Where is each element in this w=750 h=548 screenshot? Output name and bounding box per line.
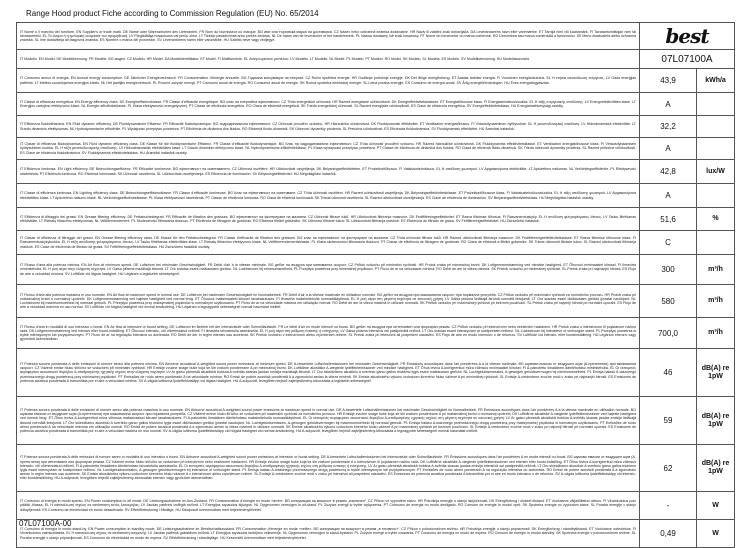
row-unit: W bbox=[697, 520, 735, 548]
row-value: 300 bbox=[640, 255, 697, 285]
table-row bbox=[17, 445, 735, 492]
row-description: IT Classe di efficienza fluidodinamica. EN Fluid dynamic efficiency class. DE Klasse für die fluiddynamische Effizienz. FR Classe d'efficacité fluidodynamique. BG Клас на хидродинамична ефективност. CZ Třída účinnosti proudění vzduchu. HR Razred hidrauličke učinkovitosti. DK Fluiddynamisk effektivitetsklasse. ET Ventilaatori energiatõhususe klass. FI Virtausdynaamisen hyötysuhteen luokka. EL Η τάξη ρευστοδυναμικής απόδοσης. LV Hidrodinamiskās efektivitātes klase. LT Srauto dinaminio efektyvumo klasė. NL Hydrodynamische-efficiëntieklasse. PL Klasa wydajności przepływu powietrza. PT Classe de eficiência de dinâmica dos fluidos. RO Clasa de eficiență fluido-dinamică. SK Trieda účinnosti dynamiky prúdenia. SL Razred pretočne učinkovitosti. ES Clase de eficiencia fluidodinámica. SV Fluiddynamisk effektivitetsklass. HU Áramlási hatásfok osztály. bbox=[17, 138, 640, 160]
document-code: 07L07100A-00 bbox=[19, 519, 72, 528]
row-description: IT Efficienza luminosa. EN Light efficiency. DE Beleuchtungseffizienz. FR Efficacité lumineuse. BG ефективност на осветяването. CZ Účinnost osvětlení. HR Učinkovitost osvjetljenja. DK Belysningseffektiviteten. ET Prožektoritõhusus. FI Valaistustehokkuus. EL Η απόδοση φωτισμού. LV Apgaismojuma efektivitāte. LT Apšvietimo našumas. NL Verlichtingsefficiëntie. PL Efektywność oświetlenia. PT Eficiência luminosa. RO Eficiență luminoasă. SK Účinnosť osvetlenia. SL Učinkovitost osvetljevanja. ES Eficiencia de iluminación. SV Belysningseffektivitet. HU Megvilágítási hatásfok. bbox=[17, 160, 640, 184]
row-value: 700,0 bbox=[640, 318, 697, 349]
row-description: IT Consumo di energia in modo spento. EN Power consumption in off mode. DE Leistungsaufnahme im Aus-Zustand. FR Consommation d'énergie en mode «arrêt». BG консумация на мощност в режим „изключен“. CZ Příkon ve vypnutém stavu. HR Potrošnja energije u stanju isključenosti. DK Energiforbrug i slukket tilstand. ET Voolutarve väljalülitatud olekus. FI Virrankulutus pois päältä -tilassa. EL Η κατανάλωση ισχύος σε κατάσταση εκτός λειτουργίας. LV Jaudas patēriņš izslēgtā režīmā. LT Energijos sąnaudos išjungus. NL Opgenomen vermogen in uit-stand. PL Zużycie energii w trybie wyłączenia. PT Consumo de energia no modo desligado. RO Consum de energie în modul oprit. SK Spotreba energie vo vypnutom stave. SL Poraba energije v stanju izklopljenosti. ES Consumo de electricidad en modo desactivado. SV Effektförbrukning i frånläge. HU Kikapcsolt üzemmódban mért teljesítményfelvétel. bbox=[17, 492, 640, 520]
table-row bbox=[17, 520, 735, 548]
brand-logo: best bbox=[665, 24, 709, 48]
row-value: 46 bbox=[640, 349, 697, 397]
row-unit: W bbox=[697, 492, 735, 520]
row-unit: kWh/a bbox=[697, 69, 735, 93]
row-description: IT Nome o il marchio del fornitore. EN Supplier's or trade mark. DE Name oder Warenzeichen des Lieferanten. FR Nom du fournisseur ou marque. BG име или търговска марка на доставчика. CZ Název nebo ochranná známka dodavatele. HR Naziv ili zaštitni znak dobavljača. DA Leverandørens navn eller varemærke. ET Tarnija nimi või kaubamärk. FI Tavarantoimittajan nimi tai tavaramerkki. EL Το όνομα ή η εμπορική ονομασία του προμηθευτή. LV Piegādātāja nosaukums vai preču zīme. LT Tiekėjo pavadinimas arba prekės ženklas. NL De naam van de leverancier of het handelsmerk. PL Nazwa dostawcy lub znak towarowy. PT Nome do fornecedor ou marca comercial. RO Denumirea sau marca comercială a furnizorului. SK Meno dodávateľa alebo ochranná známka. SL Ime dobavitelja ali blagovna znamka. ES Nombre o marca del proveedor. SV Leverantörens namn eller varumärke. HU Szállító neve vagy védjegye. bbox=[17, 23, 640, 50]
row-unit: lux/W bbox=[697, 160, 735, 184]
row-description: IT Modello. EN Model. DE Modellkennung. FR Modèle. BG модел. CZ Modelu. HR Model. DA Modelidentifikator. ET Mudel. FI Mallitunniste. EL Αναγνωριστικό μοντέλου. LV Modelis. LT Modelis. NL Model. PL Modelu. PT Modelo. RO Model. SK Modelu. SL Modela. ES Modelo. SV Modellbeteckning. HU Modellazonosító. bbox=[17, 50, 640, 69]
row-value: 42,8 bbox=[640, 160, 697, 184]
row-value: A bbox=[640, 93, 697, 116]
row-value: 0,49 bbox=[640, 520, 697, 548]
table-row bbox=[17, 138, 735, 160]
row-unit: dB(A) re 1pW bbox=[697, 445, 735, 492]
row-value: A bbox=[640, 138, 697, 160]
table-row bbox=[17, 184, 735, 208]
row-description: IT Flusso d'aria alla potenza minima. EN Air flow at minimum speed. DE Luftstrom bei minimaler Geschwindigkeit. FR Débit d'air à la vitesse minimale. BG дебит на въздуха при минимална скорост. CZ Průtok vzduchu při minimální rychlosti. HR Protok zraka pri minimalnoj brzini. DK Luftgennemstrømning ved mindste hastighed. ET Õhuvool minimaalsel kiirusel. FI Ilmavirta minimiteholla. EL Η ροή αέρα στην ελάχιστη ταχύτητα. LV Gaisa plūsma mazākajā ātrumā. LT Oro srautas esant mažiausiam greičiui. NL Luchtstroom bij minimumsnelheid. PL Przepływ powietrza przy minimalnej prędkości. PT Fluxo de ar na velocidade mínima. RO Debit de aer la viteza minimă. SK Prietok vzduchu pri minimálnej rýchlosti. SL Pretok zraka pri najmanjši hitrosti. ES Flujo de aire a velocidad mínima. SV Luftflöde vid lägsta hastighet. HU Légáram a legkisebb sebességnél. bbox=[17, 255, 640, 285]
brand-logo-cell bbox=[640, 23, 735, 50]
row-value: 580 bbox=[640, 285, 697, 318]
row-unit bbox=[697, 231, 735, 255]
table-row bbox=[17, 23, 735, 50]
row-value: 43,9 bbox=[640, 69, 697, 93]
row-description: IT Efficienza fluidodinamica. EN Fluid dynamic efficiency. DE Fluiddynamische Effizienz. FR Efficacité fluidodynamique. BG хидродинамична ефективност. CZ Účinnost proudění vzduchu. HR Hidraulička učinkovitost. DK Fluiddynamisk effektivitet. ET Ventilaatori energiatõhusus. FI Virtausdynaaminen hyötysuhde. EL Η ρευστοδυναμική απόδοση. LV Hidrodinamiskā efektivitāte. LT Srauto dinaminis efektyvumas. NL Hydrodynamische efficiëntie. PL Wydajność przepływu powietrza. PT Eficiência de dinâmica dos fluidos. RO Eficiență fluido-dinamică. SK Účinnosť dynamiky prúdenia. SL Pretočna učinkovitost. ES Eficiencia fluidodinámica. SV Fluiddynamisk effektivitet. HU Áramlási hatásfok. bbox=[17, 116, 640, 138]
row-unit bbox=[697, 93, 735, 116]
row-description: IT Classe di efficienza luminosa. EN Lighting efficiency class. DE Beleuchtungseffizienzklasse. FR Classe d'efficacité lumineuse. BG Клас на ефективност на осветяване. CZ Třída účinnosti osvětlení. HR Razred učinkovitosti osvjetljenja. DK Belysningseffektivitetsklasse. ET Prožektoritõhususe klass. FI Valaistustehokkuusluokka. EL Η τάξη απόδοσης φωτισμού. LV Apgaismojuma efektivitātes klase. LT Apšvietimo našumo klasė. NL Verlichtingsefficiëntieklasse. PL Klasa efektywności oświetlenia. PT Classe de eficiência luminosa. RO Clasa de eficiență luminoasă. SK Trieda účinnosti osvetlenia. SL Razred učinkovitosti osvetljevanja. ES Clase de eficiencia de iluminación. SV Belysningseffektivitetsklass. HU Megvilágítási hatásfok osztály. bbox=[17, 184, 640, 208]
row-description: IT Flusso d'aria alla potenza massima in uso normale. EN Air flow at maximum speed in normal use. DE Luftstrom bei maximaler Geschwindigkeit im Normalbetrieb. FR Débit d'air à la vitesse maximale en utilisation normale. BG дебит на въздуха при максимална скорост при нормална употреба. CZ Průtok vzduchu při maximální rychlosti za normálního provozu. HR Protok zraka pri maksimalnoj brzini u normalnoj upotrebi. DK Luftgennemstrømning ved højeste hastighed ved normal brug. ET Õhuvool maksimaalsel kiirusel tavakasutuses. FI Ilmavirta maksimiteholla normaalikäytössä. EL Η ροή αέρα στη μέγιστη ταχύτητα σε κανονική χρήση. LV Gaisa plūsma lielākajā ātrumā normālā lietojumā. LT Oro srautas esant didžiausiam greičiui įprastai naudojant. NL Luchtstroom bij maximumsnelheid bij normaal gebruik. PL Przepływ powietrza przy maksymalnej prędkości w normalnym użytkowaniu. PT Fluxo de ar na velocidade máxima em utilização normal. RO Debit de aer la viteza maximă în utilizare normală. SK Prietok vzduchu pri maximálnej rýchlosti pri bežnom používaní. SL Pretok zraka pri največji hitrosti pri normalni uporabi. ES Flujo de aire a velocidad máxima en uso normal. SV Luftflöde vid högsta hastighet vid normal användning. HU Légáram a legnagyobb sebességnél normál használat mellett. bbox=[17, 285, 640, 318]
row-value: A bbox=[640, 184, 697, 208]
row-value: C bbox=[640, 231, 697, 255]
row-unit: dB(A) re 1pW bbox=[697, 349, 735, 397]
page-title: Range Hood product Fiche according to Commission Regulation (EU) No. 65/2014 bbox=[26, 9, 319, 18]
row-description: IT Potenza sonora ponderata A delle emissioni di rumore aereo alla potenza massima in uso normale. EN Airborne acoustical A-weighted sound power emissions at maximum speed in normal use. DE A-bewertete Luftschallemissionen bei maximaler Geschwindigkeit im Normalbetrieb. FR Émissions acoustiques dans l'air pondérées A à la vitesse maximale en utilisation normale. BG шумови емисии от въздушен шум (А-претеглени) при максимална скорост при нормална употреба. CZ Vážené emise hluku šířícího se vzduchem při maximální rychlosti za normálního provozu. HR Emisije zvučne snage buke koja se širi zrakom ponderirane A pri maksimalnoj brzini u normalnoj upotrebi. DK Luftbårne akustiske A-vægtede lydeffektemissioner ved højeste hastighed ved normal brug. ET Õhus leviva A-korrigeeritud müra võimsus maksimaalsel kiirusel tavakasutuses. FI A-painotettu ilmaäänen äänitehotaso maksimiteholla normaalikäytössä. EL Οι εκπομπές αερόφερτου ακουστικού θορύβου Α-σταθμισμένης ηχητικής ισχύος στη μέγιστη ταχύτητα σε κανονική χρήση. LV Ar gaisu pārnestā akustiskā trokšņa A-svērtās skaņas jaudas emisija lielākajā ātrumā normālā lietojumā. LT Oro skleidžiamo akustinio A svertinio garso galios triukšmo lygis esant didžiausiam greičiui įprastai naudojant. NL Luchtgeluidsemissies, A-gewogen geluidsvermogen bij maximumsnelheid bij normaal gebruik. PL Emisja hałasu A-ważonego przenoszonego drogą powietrzną przy maksymalnej prędkości w normalnym użytkowaniu. PT Emissões de ruído aéreo ponderado A na velocidade máxima em utilização normal. RO Emisii de putere acustică ponderată A a zgomotului aerian la viteza maximă în utilizare normală. SK Emisie akustického výkonu vzduchom šíreného hluku vážené A pri maximálnej rýchlosti pri bežnom používaní. SL Emisije A-vrednotene zvočne moči v zraku pri največji hitrosti pri normalni uporabi. ES Emisiones de potencia acústica ponderada A transmitida por el aire a velocidad máxima en uso normal. SV A-vägda luftburna ljudeffektutsläpp vid högsta hastighet vid normal användning. HU A-súlyozott, levegőben terjedő zajteljesítmény-kibocsátás a legnagyobb sebességnél normál használat mellett. bbox=[17, 397, 640, 445]
row-unit bbox=[697, 116, 735, 138]
table-row bbox=[17, 285, 735, 318]
row-unit: m³/h bbox=[697, 318, 735, 349]
row-value: - bbox=[640, 492, 697, 520]
product-fiche-table bbox=[16, 22, 735, 548]
table-row bbox=[17, 349, 735, 397]
row-unit: % bbox=[697, 208, 735, 231]
row-description: IT Potenza sonora ponderata A delle emissioni di rumore aereo alla potenza minima. EN Airborne acoustical A-weighted sound power emissions at minimum speed. DE A-bewertete Luftschallemissionen bei minimaler Geschwindigkeit. FR Émissions acoustiques dans l'air pondérées A à la vitesse minimale. BG шумови емисии от въздушен шум (А-претеглени) при минимална скорост. CZ Vážené emise hluku šířícího se vzduchem při minimální rychlosti. HR Emisije zvučne snage buke koja se širi zrakom ponderirane A pri minimalnoj brzini. DK Luftbårne akustiske A-vægtede lydeffektemissioner ved mindste hastighed. ET Õhus leviva A-korrigeeritud müra võimsus minimaalsel kiirusel. FI A-painotettu ilmaäänen äänitehotaso minimiteholla. EL Οι εκπομπές αερόφερτου ακουστικού θορύβου Α-σταθμισμένης ηχητικής ισχύος στην ελάχιστη ταχύτητα. LV Ar gaisu pārnestā akustiskā trokšņa A-svērtās skaņas jaudas emisija mazākajā ātrumā. LT Oro skleidžiamo akustinio A svertinio garso galios triukšmo lygis esant mažiausiam greičiui. NL Luchtgeluidsemissies, A-gewogen geluidsvermogen bij minimumsnelheid. PL Emisja hałasu A-ważonego przenoszonego drogą powietrzną przy minimalnej prędkości. PT Emissões de ruído aéreo ponderado A na velocidade mínima. RO Emisii de putere acustică ponderată A a zgomotului aerian la viteza minimă. SK Emisie akustického výkonu vzduchom šíreného hluku vážené A pri minimálnej rýchlosti. SL Emisije A-vrednotene zvočne moči v zraku pri najmanjši hitrosti. ES Emisiones de potencia acústica ponderada A transmitida por el aire a velocidad mínima. SV A-vägda luftburna ljudeffektutsläpp vid lägsta hastighet. HU A-súlyozott, levegőben terjedő zajteljesítmény-kibocsátás a legkisebb sebességnél. bbox=[17, 349, 640, 397]
table-row bbox=[17, 93, 735, 116]
row-unit bbox=[697, 138, 735, 160]
table-row bbox=[17, 69, 735, 93]
row-description: IT Classe di efficienza energetica. EN Energy efficiency class. DE Energieeffizienzklasse. FR Classe d'efficacité énergétique. BG клас на енергийна ефективност. CZ Třída energetické účinnosti. HR Razred energetske učinkovitosti. DK Energieffektivitetsklassen. ET Energiatõhususe klass. FI Energiatehokkuusluokka. EL Η τάξη ενεργειακής απόδοσης. LV Energoefektivitātes klase. LT Energijos vartojimo efektyvumo klasė. NL Energie-efficiëntieklasse. PL Klasa efektywności energetycznej. PT Classe de eficiência energética. RO Clasa de eficiență energetică. SK Trieda energetickej účinnosti. SL Razred energijske učinkovitosti. ES Clase de eficiencia energética. SV Energieffektivitetsklass. HU Energiahatékonysági osztály. bbox=[17, 93, 640, 116]
table-row bbox=[17, 160, 735, 184]
table-row bbox=[17, 231, 735, 255]
table-row bbox=[17, 397, 735, 445]
row-unit bbox=[697, 184, 735, 208]
row-description: IT Flusso d'aria in modalità di uso intensivo o boost. EN Air flow at intensive or boost setting. DE Luftstrom im Betrieb mit der Intensivstufe oder Schnelllaufstufe. FR Le débit d'air en mode intensif ou boost. BG дебит на въздуха при интензивен или форсиран режим. CZ Průtok vzduchu při intenzivním nebo zesíleném nastavení. HR Protok zraka u intenzivnom ili pojačanom načinu rada. DK Luftgennemstrømning ved intensiv eller boost-indstilling. ET Õhuvool intensiiv- või võimendatud režiimil. FI Ilmavirta tehostetulla asetuksella. EL Η ροή αέρα στη ρύθμιση έντασης ή ενίσχυσης. LV Gaisa plūsma intensīvā vai pastiprinātā režīmā. LT Oro srautas esant intensyviam ar sustiprintam režimui. NL Luchtstroom bij intensieve of verhoogde stand. PL Przepływ powietrza w trybie intensywnym lub przyspieszonym. PT Fluxo de ar na regulação intensiva ou acelerada. RO Debit de aer în regim intensiv sau accelerat. SK Prietok vzduchu v intenzívnom alebo zrýchlenom režime. SL Pretok zraka pri intenzivni ali pospešeni nastavitvi. ES Flujo de aire en modo intensivo o de refuerzo. SV Luftflöde vid intensiv- eller boostinställning. HU Légáram intenzív vagy gyorsított üzemmódban. bbox=[17, 318, 640, 349]
model-value: 07L07100A bbox=[640, 50, 735, 69]
table-row bbox=[17, 208, 735, 231]
table-row bbox=[17, 50, 735, 69]
row-unit: m³/h bbox=[697, 255, 735, 285]
row-description: IT Potenza sonora ponderata A delle emissioni di rumore aereo in modalità di uso intensivo o boost. EN Airborne acoustical A-weighted sound power emissions at intensive or boost setting. DE A-bewertete Luftschallemissionen bei Intensivstufe oder Schnelllaufstufe. FR Émissions acoustiques dans l'air pondérées A en mode intensif ou boost. BG шумови емисии от въздушен шум (А-претеглени) при интензивен или форсиран режим. CZ Vážené emise hluku šířícího se vzduchem při intenzivním nebo zesíleném nastavení. HR Emisije zvučne snage buke koja se širi zrakom ponderirane A u intenzivnom ili pojačanom načinu rada. DK Luftbårne akustiske A-vægtede lydeffektemissioner ved intensiv eller boost-indstilling. ET Õhus leviva A-korrigeeritud müra võimsus intensiiv- või võimendatud režiimil. FI A-painotettu ilmaäänen äänitehotaso tehostetulla asetuksella. EL Οι εκπομπές αερόφερτου ακουστικού θορύβου Α-σταθμισμένης ηχητικής ισχύος στη ρύθμιση έντασης ή ενίσχυσης. LV Ar gaisu pārnestā akustiskā trokšņa A-svērtās skaņas jaudas emisija intensīvā vai pastiprinātā režīmā. LT Oro skleidžiamo akustinio A svertinio garso galios triukšmo lygis esant intensyviam ar sustiprintam režimui. NL Luchtgeluidsemissies, A-gewogen geluidsvermogen bij intensieve of verhoogde stand. PL Emisja hałasu A-ważonego przenoszonego drogą powietrzną w trybie intensywnym lub przyspieszonym. PT Emissões de ruído aéreo ponderado A na regulação intensiva ou acelerada. RO Emisii de putere acustică ponderată A a zgomotului aerian în regim intensiv sau accelerat. SK Emisie akustického výkonu vzduchom šíreného hluku vážené A v intenzívnom alebo zrýchlenom režime. SL Emisije A-vrednotene zvočne moči v zraku pri intenzivni ali pospešeni nastavitvi. ES Emisiones de potencia acústica ponderada A transmitida por el aire en modo intensivo o de refuerzo. SV A-vägda luftburna ljudeffektutsläpp vid intensiv- eller boostinställning. HU A-súlyozott, levegőben terjedő zajteljesítmény-kibocsátás intenzív vagy gyorsított üzemmódban. bbox=[17, 445, 640, 492]
table-row bbox=[17, 492, 735, 520]
row-unit: dB(A) re 1pW bbox=[697, 397, 735, 445]
row-description: IT Consumo annuo di energia. EN Annual energy consumption. DE Jährlicher Energieverbrauch. FR Consommation d'énergie annuelle. BG Годишна консумация на енергия. CZ Roční spotřeba energie. HR Godišnja potrošnja energije. DK Det årlige energiforbrug. ET Aastas tarbitav energia. FI Vuotuinen energiankulutus. EL Η ετήσια κατανάλωση ενέργειας. LV Gada enerģijas patēriņš. LT Metinis suvartojamos energijos kiekis. NL Het jaarlijks energieverbruik. PL Roczne zużycie energii. PT Consumo anual de energia. RO Consumul anual de energie. SK Ročná spotreba elektrickej energie. SL Letna poraba energije. ES Consumo de energía anual. SV Årlig energiförbrukningen. HU Éves energiafogyasztás. bbox=[17, 69, 640, 93]
table-row bbox=[17, 116, 735, 138]
row-unit: m³/h bbox=[697, 285, 735, 318]
row-description: IT Classe di efficienza di filtraggio dei grassi. EN Grease filtering efficiency class. DE Klasse für den Fettabscheidegrad. FR Classe d'efficacité de filtration des graisses. BG клас на ефективност на филтриране на мазнини. CZ Třída účinnosti filtrace tuků. HR Razred učinkovitosti filtriranja masnoće. DK Fedtfiltreringseffektivitetsklasse. ET Rasva filtrimise tõhususe klass. FI Rasvanerotuskykyluokka. EL Η τάξη απόδοσης φιλτραρίσματος λίπους. LV Tauku filtrēšanas efektivitātes klase. LT Riebalų filtravimo efektyvumo klasė. NL Vetfilterrendementsklasse. PL Klasa skuteczności filtrowania tłuszczu. PT Classe de eficiência de filtragem de gorduras. RO Clasa de eficiență a filtrării grăsimilor. SK Trieda účinnosti filtrácie tukov. SL Razred učinkovitosti filtriranja maščob. ES Clase de eficiencia de filtrado de grasa. SV Fettfiltreringseffektivitetsklass. HU Zsírszűrési hatásfok osztály. bbox=[17, 231, 640, 255]
row-value: 32,2 bbox=[640, 116, 697, 138]
row-value: 62 bbox=[640, 445, 697, 492]
row-description: IT Efficienza di filtraggio dei grassi. EN Grease filtering efficiency. DE Fettabscheidegrad. FR Efficacité de filtration des graisses. BG ефективност на филтриране на мазнини. CZ Účinnost filtrace tuků. HR Učinkovitost filtriranja masnoće. DK Fedtfiltreringseffektivitet. ET Rasva filtrimise tõhusus. FI Rasvanerotuskyky. EL Η απόδοση φιλτραρίσματος λίπους. LV Tauku filtrēšanas efektivitāte. LT Riebalų filtravimo efektyvumas. NL Vetfilterrendement. PL Skuteczność filtrowania tłuszczu. PT Eficiência de filtragem de gorduras. RO Eficiența filtrării grăsimilor. SK Účinnosť filtrácie tukov. SL Učinkovitost filtriranja maščob. ES Eficiencia de filtrado de grasa. SV Fettfiltreringseffektivitet. HU Zsírszűrési hatásfok. bbox=[17, 208, 640, 231]
row-value: 51,6 bbox=[640, 208, 697, 231]
table-row bbox=[17, 318, 735, 349]
row-description: IT Consumo di energia in modo stand-by. EN Power consumption in standby mode. DE Leistungsaufnahme im Bereitschaftszustand. FR Consommation d'énergie en mode «veille». BG консумация на мощност в режим „в готовност“. CZ Příkon v pohotovostním režimu. HR Potrošnja energije u stanju pripravnosti. DK Energiforbrug i standbytilstand. ET Voolutarve ooteolekus. FI Virrankulutus valmiustilassa. EL Η κατανάλωση ισχύος σε κατάσταση αναμονής. LV Jaudas patēriņš gaidstāves režīmā. LT Energijos sąnaudos budėjimo veiksenoje. NL Opgenomen vermogen in stand-bystand. PL Zużycie energii w trybie czuwania. PT Consumo de energia no modo de espera. RO Consum de energie în modul standby. SK Spotreba energie v pohotovostnom režime. SL Poraba energije v stanju pripravljenosti. ES Consumo de electricidad en modo de espera. SV Effektförbrukning i standbyläge. HU Készenléti üzemmódban mért teljesítményfelvétel. bbox=[17, 520, 640, 548]
row-value: 59 bbox=[640, 397, 697, 445]
table-row bbox=[17, 255, 735, 285]
